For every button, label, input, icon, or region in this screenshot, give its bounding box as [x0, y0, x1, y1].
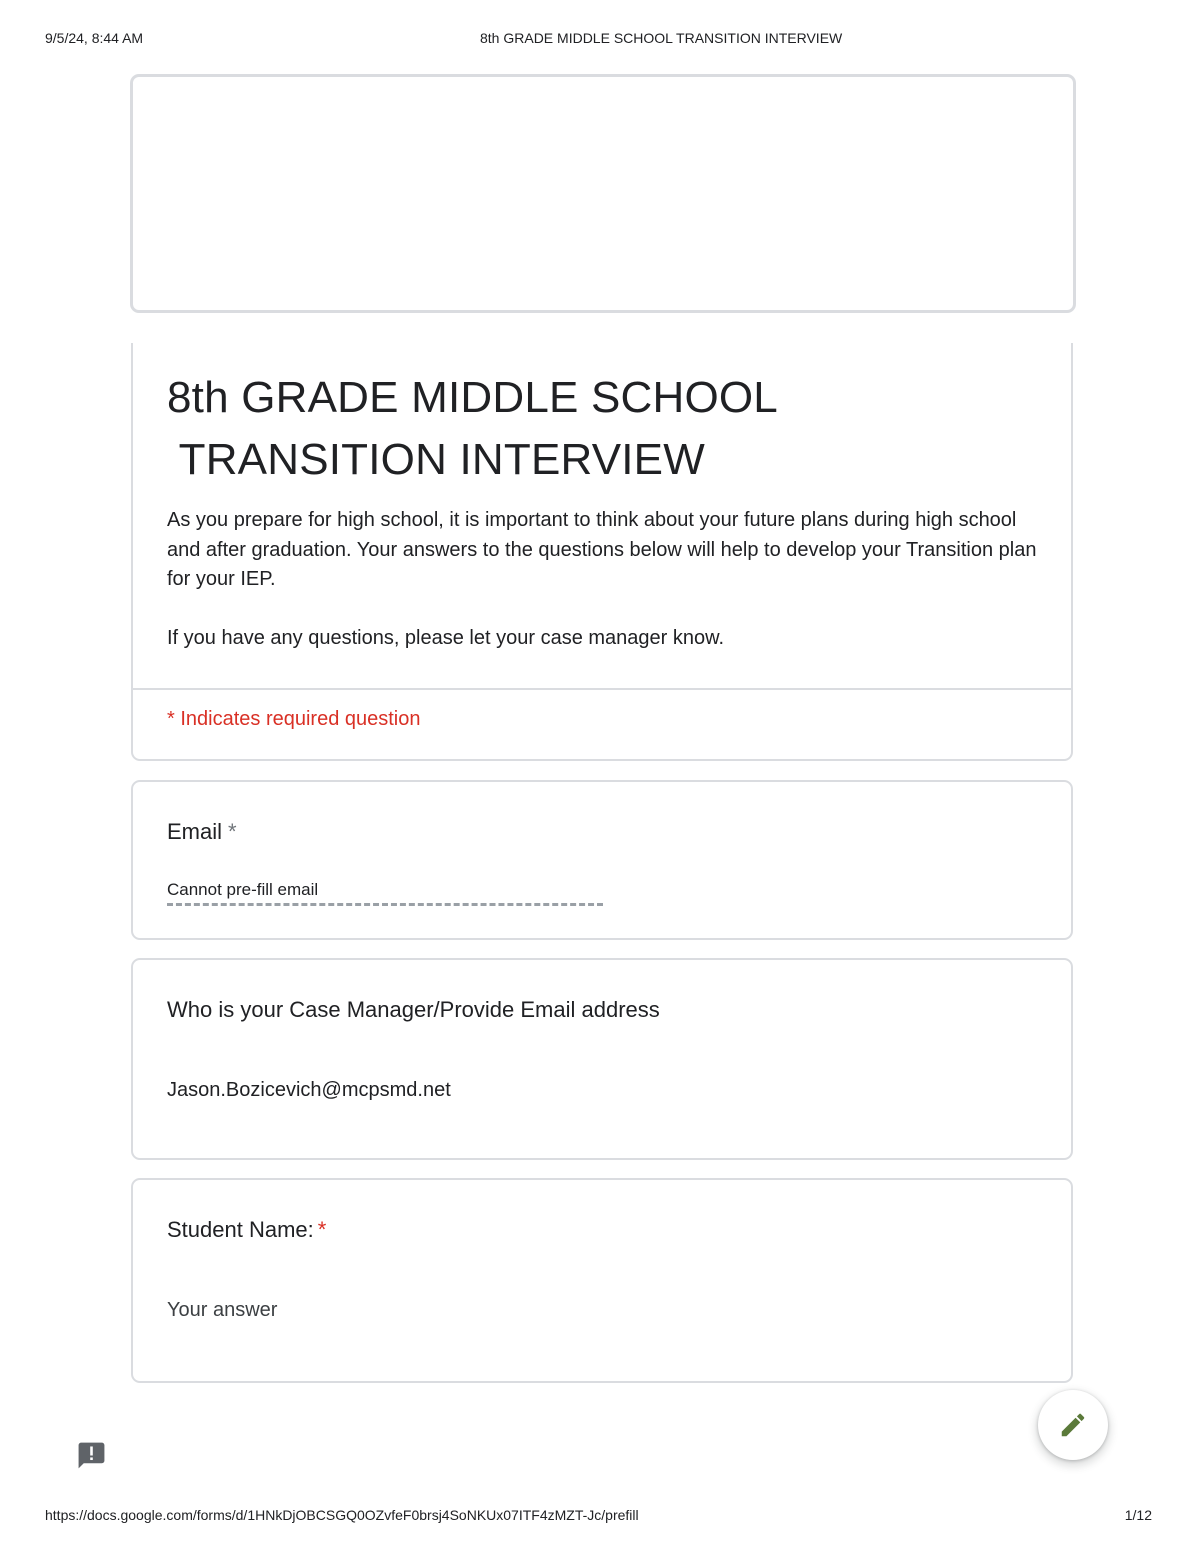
print-datetime: 9/5/24, 8:44 AM	[45, 30, 144, 46]
form-title-line-2: TRANSITION INTERVIEW	[167, 435, 705, 484]
form-title	[167, 367, 778, 491]
feedback-icon[interactable]	[76, 1440, 107, 1471]
required-asterisk: *	[228, 819, 237, 844]
email-field-underline	[167, 903, 603, 906]
form-title-line-1: 8th GRADE MIDDLE SCHOOL	[167, 373, 778, 422]
print-title: 8th GRADE MIDDLE SCHOOL TRANSITION INTERVIEW	[480, 30, 843, 46]
email-field[interactable]: Cannot pre-fill email	[167, 880, 319, 899]
print-footer	[0, 1507, 1200, 1527]
form-description	[167, 506, 1047, 653]
form-header-card	[131, 343, 1073, 761]
student-name-question-card	[131, 1178, 1073, 1383]
student-name-label-text: Student Name:	[167, 1217, 314, 1242]
case-manager-answer-input[interactable]: Jason.Bozicevich@mcpsmd.net	[167, 1079, 451, 1101]
case-manager-question-card	[131, 958, 1073, 1160]
form-description-paragraph-1: As you prepare for high school, it is important to think about your future plans during high school and after graduation. Your answers to the questions below will help to develop your Transition plan for your IEP.	[167, 509, 1037, 590]
form-description-paragraph-2: If you have any questions, please let your case manager know.	[167, 626, 725, 649]
student-name-question-label	[167, 1217, 326, 1243]
required-asterisk: *	[317, 1217, 327, 1242]
header-divider	[133, 688, 1071, 690]
student-name-input[interactable]: Your answer	[167, 1299, 278, 1321]
edit-button[interactable]	[1038, 1390, 1108, 1460]
print-url: https://docs.google.com/forms/d/1HNkDjOBCSGQ0OZvfeF0brsj4SoNKUx07ITF4zMZT-Jc/prefill	[45, 1507, 639, 1523]
email-question-card	[131, 780, 1073, 940]
page-number: 1/12	[1124, 1507, 1152, 1523]
case-manager-question-label: Who is your Case Manager/Provide Email address	[167, 997, 660, 1022]
pencil-icon	[1058, 1410, 1088, 1440]
header-banner	[130, 74, 1076, 313]
email-label-text: Email	[167, 819, 223, 844]
required-question-note: * Indicates required question	[167, 708, 421, 730]
email-question-label	[167, 819, 237, 845]
print-header	[0, 30, 1200, 50]
